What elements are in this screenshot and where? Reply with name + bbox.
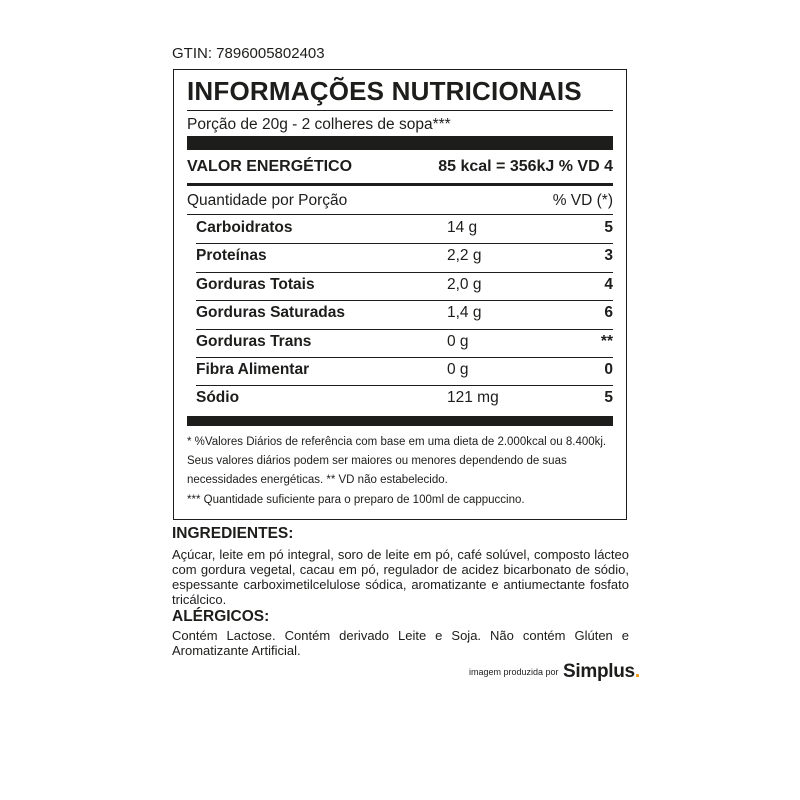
nutrient-quantity: 14 g	[447, 219, 478, 236]
image-credit	[469, 661, 640, 683]
nutrient-name: Gorduras Trans	[196, 333, 312, 350]
nutrient-quantity: 121 mg	[447, 389, 499, 406]
table-bottom-divider	[187, 416, 613, 426]
nutrient-name: Proteínas	[196, 247, 267, 264]
simplus-logo-dot: .	[634, 661, 641, 682]
nutrient-quantity: 2,0 g	[447, 276, 482, 293]
nutrient-quantity: 2,2 g	[447, 247, 482, 264]
nutrient-row	[196, 330, 613, 356]
nutrient-vd: **	[600, 333, 613, 350]
nutrient-quantity: 0 g	[447, 333, 469, 350]
ingredients-text: Açúcar, leite em pó integral, soro de leite em pó, café solúvel, composto lácteo com gordura vegetal, cacau em pó, regulador de acidez bicarbonato de sódio, espessante carboximetilcelulose sódica, aromatizante e antiumectante fosfato tricálcico.	[172, 547, 629, 607]
thick-divider	[187, 136, 613, 150]
nutrient-quantity: 0 g	[447, 361, 469, 378]
ingredients-title: INGREDIENTES:	[172, 525, 294, 542]
nutrient-name: Carboidratos	[196, 219, 293, 236]
nutrition-facts-panel	[173, 69, 627, 520]
nutrient-vd: 3	[604, 247, 613, 264]
nutrition-title: INFORMAÇÕES NUTRICIONAIS	[187, 76, 582, 106]
nutrient-row	[196, 273, 613, 299]
energy-label: VALOR ENERGÉTICO	[187, 158, 353, 175]
allergens-title: ALÉRGICOS:	[172, 608, 270, 625]
header-divider	[187, 214, 613, 215]
nutrient-name: Gorduras Saturadas	[196, 304, 346, 321]
title-divider	[187, 110, 613, 111]
nutrient-row	[196, 216, 613, 242]
vd-header: % VD (*)	[552, 192, 613, 209]
credit-prefix: imagem produzida por	[469, 667, 559, 677]
nutrient-vd: 5	[604, 219, 613, 236]
nutrient-row	[196, 244, 613, 270]
nutrient-row	[196, 358, 613, 384]
nutrient-name: Sódio	[196, 389, 240, 406]
nutrient-row	[196, 301, 613, 327]
nutrient-vd: 6	[604, 304, 613, 321]
nutrient-vd: 0	[604, 361, 613, 378]
nutrient-vd: 5	[604, 389, 613, 406]
nutrient-vd: 4	[604, 276, 613, 293]
quantity-header: Quantidade por Porção	[187, 192, 348, 209]
energy-value: 85 kcal = 356kJ % VD 4	[438, 158, 613, 175]
serving-size: Porção de 20g - 2 colheres de sopa***	[187, 116, 451, 133]
nutrient-name: Fibra Alimentar	[196, 361, 310, 378]
simplus-logo: Simplus	[563, 661, 635, 682]
nutrient-quantity: 1,4 g	[447, 304, 482, 321]
energy-divider	[187, 183, 613, 186]
nutrient-name: Gorduras Totais	[196, 276, 315, 293]
footnote-daily-values: * %Valores Diários de referência com base em uma dieta de 2.000kcal ou 8.400kj. Seus valores diários podem ser maiores ou menores dependendo de suas necessidades energéticas. ** VD não estabelecido.	[187, 436, 607, 486]
footnote-serving: *** Quantidade suficiente para o preparo de 100ml de cappuccino.	[187, 494, 525, 506]
allergens-text: Contém Lactose. Contém derivado Leite e Soja. Não contém Glúten e Aromatizante Artificial.	[172, 628, 629, 658]
gtin-code: GTIN: 7896005802403	[172, 45, 325, 62]
nutrient-row	[196, 386, 613, 412]
